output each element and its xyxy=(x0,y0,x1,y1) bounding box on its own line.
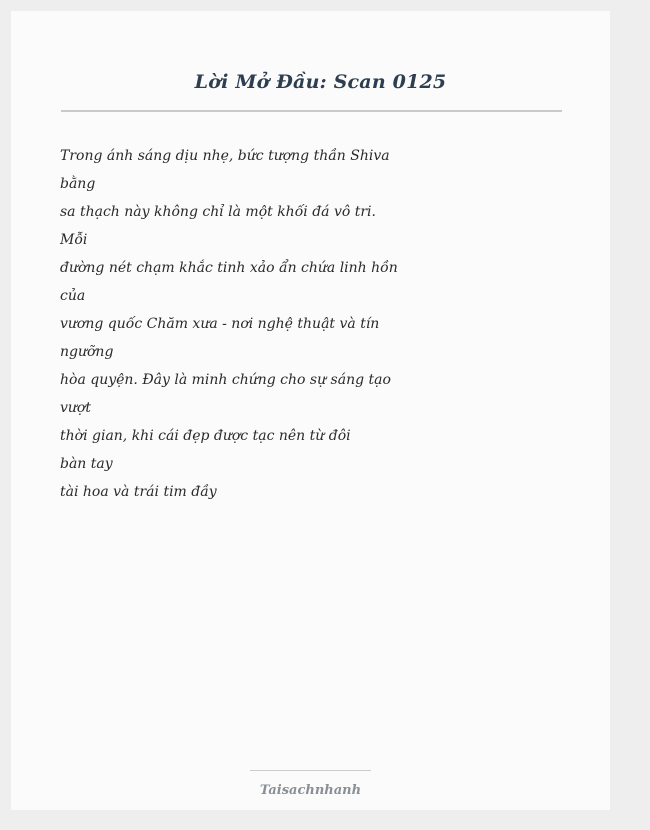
body-line: hòa quyện. Đây là minh chứng cho sự sáng tạo xyxy=(60,372,391,388)
footer-text: Taisachnhanh xyxy=(259,783,362,798)
title-divider xyxy=(61,110,562,112)
document-page xyxy=(11,11,610,810)
body-line: tài hoa và trái tim đầy xyxy=(60,484,217,500)
body-line: Trong ánh sáng dịu nhẹ, bức tượng thần Shiva xyxy=(60,148,390,164)
body-line: vương quốc Chăm xưa - nơi nghệ thuật và tín xyxy=(60,316,380,332)
body-line: vượt xyxy=(60,400,91,416)
body-line: đường nét chạm khắc tinh xảo ẩn chứa linh hồn xyxy=(60,260,398,276)
page-title: Lời Mở Đầu: Scan 0125 xyxy=(194,71,447,93)
body-line: thời gian, khi cái đẹp được tạc nên từ đôi xyxy=(60,428,351,444)
body-line: bàn tay xyxy=(60,456,113,472)
body-text xyxy=(60,142,398,506)
body-line: Mỗi xyxy=(60,232,88,248)
body-line: của xyxy=(60,288,86,304)
body-line: bằng xyxy=(60,176,96,192)
footer-divider xyxy=(250,770,371,771)
body-line: sa thạch này không chỉ là một khối đá vô tri. xyxy=(60,204,376,220)
body-line: ngưỡng xyxy=(60,344,114,360)
